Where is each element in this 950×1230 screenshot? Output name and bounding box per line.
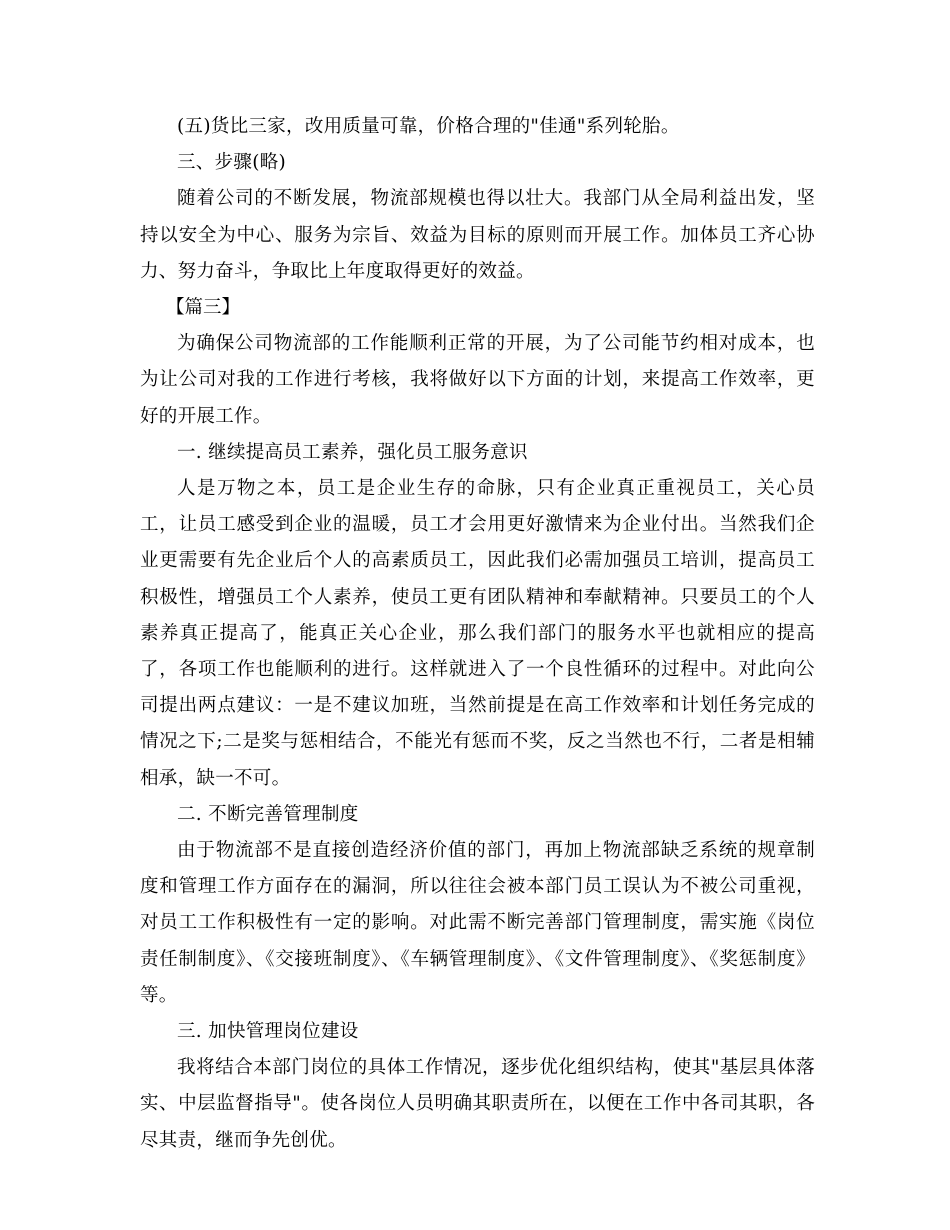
paragraph-staff-quality: 人是万物之本，员工是企业生存的命脉，只有企业真正重视员工，关心员工，让员工感受到企业的温暖，员工才会用更好激情来为企业付出。当然我们企业更需要有先企业后个人的高素质员工，因此我们必需加强员工培训，提高员工积极性，增强员工个人素养，使员工更有团队精神和奉献精神。只要员工的个人素养真正提高了，能真正关心企业，那么我们部门的服务水平也就相应的提高了，各项工作也能顺利的进行。这样就进入了一个良性循环的过程中。对此向公司提出两点建议：一是不建议加班，当然前提是在高工作效率和计划任务完成的情况之下;二是奖与惩相结合，不能光有惩而不奖，反之当然也不行，二者是相辅相承，缺一不可。 xyxy=(140,478,815,789)
heading-post-building: 三. 加快管理岗位建设 xyxy=(177,1021,359,1043)
paragraph-management-system: 由于物流部不是直接创造经济价值的部门，再加上物流部缺乏系统的规章制度和管理工作方面存在的漏洞，所以往往会被本部门员工误认为不被公司重视，对员工工作积极性有一定的影响。对此需不断完善部门管理制度，需实施《岗位责任制制度》、《交接班制度》、《车辆管理制度》、《文件管理制度》、《奖惩制度》等。 xyxy=(140,840,815,1006)
document-body xyxy=(140,109,815,1159)
paragraph-steps: 三、步骤(略) xyxy=(177,152,287,174)
paragraph-intro: 为确保公司物流部的工作能顺利正常的开展，为了公司能节约相对成本，也为让公司对我的工作进行考核，我将做好以下方面的计划，来提高工作效率，更好的开展工作。 xyxy=(140,333,815,427)
section-heading-part-three: 【篇三】 xyxy=(166,297,241,319)
paragraph-tires: (五)货比三家，改用质量可靠，价格合理的"佳通"系列轮胎。 xyxy=(177,116,680,137)
heading-management-system: 二. 不断完善管理制度 xyxy=(177,803,359,825)
heading-staff-quality: 一. 继续提高员工素养，强化员工服务意识 xyxy=(177,441,528,463)
paragraph-post-building: 我将结合本部门岗位的具体工作情况，逐步优化组织结构，使其"基层具体落实、中层监督指导"。使各岗位人员明确其职责所在，以便在工作中各司其职，各尽其责，继而争先创优。 xyxy=(140,1057,815,1151)
paragraph-development: 随着公司的不断发展，物流部规模也得以壮大。我部门从全局利益出发，坚持以安全为中心、服务为宗旨、效益为目标的原则而开展工作。加体员工齐心协力、努力奋斗，争取比上年度取得更好的效益。 xyxy=(140,188,815,282)
